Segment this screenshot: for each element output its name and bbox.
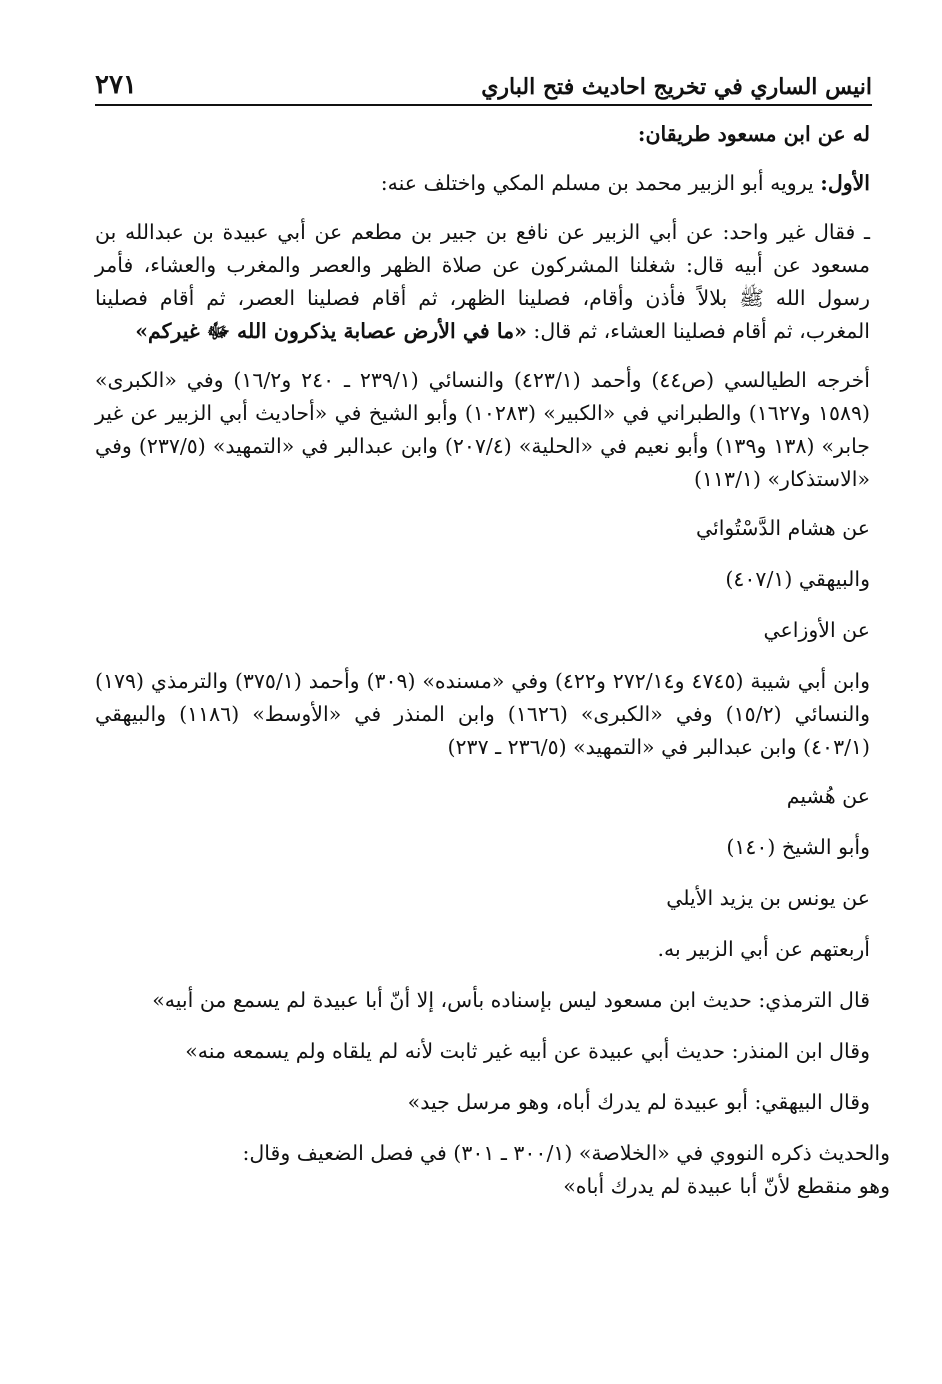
- page-number: ٢٧١: [95, 70, 137, 100]
- nawawi-paragraph: [95, 1137, 890, 1203]
- first-path-text: يرويه أبو الزبير محمد بن مسلم المكي واختلف عنه:: [380, 171, 821, 195]
- intro-line: له عن ابن مسعود طريقان:: [637, 122, 870, 146]
- narrator-yunus: عن يونس بن يزيد الأيلي: [666, 886, 870, 910]
- source-abushaykh: وأبو الشيخ (١٤٠): [726, 835, 870, 859]
- quote-ibn-mundhir: وقال ابن المنذر: حديث أبي عبيدة عن أبيه غير ثابت لأنه لم يلقاه ولم يسمعه منه»: [185, 1039, 870, 1063]
- hadith-paragraph: [95, 216, 870, 348]
- quote-bayhaqi: وقال البيهقي: أبو عبيدة لم يدرك أباه، وهو مرسل جيد»: [407, 1090, 870, 1114]
- first-path-label: الأول:: [820, 171, 870, 195]
- narrator-hushaym: عن هُشيم: [786, 784, 870, 808]
- narrator-hisham: عن هشام الدَّسْتُوائي: [695, 516, 870, 540]
- takhrij-paragraph-2: وابن أبي شيبة (٤٧٤٥ و٢٧٢/١٤ و٤٢٢) وفي «مسنده» (٣٠٩) وأحمد (٣٧٥/١) والترمذي (١٧٩) والنسائي (١٥/٢) وفي «الكبرى» (١٦٢٦) وابن المنذر في «الأوسط» (١١٨٦) والبيهقي (٤٠٣/١) وابن عبدالبر في «التمهيد» (٢٣٦/٥ ـ ٢٣٧): [95, 669, 870, 759]
- first-path: [95, 167, 870, 200]
- source-bayhaqi-1: والبيهقي (٤٠٧/١): [725, 567, 870, 591]
- hadith-text: ـ فقال غير واحد: عن أبي الزبير عن نافع بن جبير بن مطعم عن أبي عبيدة بن عبدالله بن مسعود عن أبيه قال: شغلنا المشركون عن صلاة الظهر والعصر والمغرب والعشاء، فأمر رسول الله ﷺ بلالاً فأذن وأقام، فصلينا الظهر، ثم أقام فصلينا العصر، ثم أقام فصلينا المغرب، ثم أقام فصلينا العشاء، ثم قال:: [95, 220, 870, 343]
- page-body: [95, 118, 890, 1203]
- nawawi-line-2: وهو منقطع لأنّ أبا عبيدة لم يدرك أباه»: [563, 1174, 890, 1198]
- narrator-awzai: عن الأوزاعي: [763, 618, 870, 642]
- takhrij-paragraph-1: أخرجه الطيالسي (ص٤٤) وأحمد (٤٢٣/١) والنسائي (٢٣٩/١ ـ ٢٤٠ و١٦/٢) وفي «الكبرى» (١٥٨٩ و١٦٢٧) والطبراني في «الكبير» (١٠٢٨٣) وأبو الشيخ في «أحاديث أبي الزبير عن غير جابر» (١٣٨ و١٣٩) وأبو نعيم في «الحلية» (٢٠٧/٤) وابن عبدالبر في «التمهيد» (٢٣٧/٥) وفي «الاستذكار» (١١٣/١): [95, 368, 870, 491]
- running-header: [95, 58, 872, 106]
- summary-line: أربعتهم عن أبي الزبير به.: [657, 937, 870, 961]
- nawawi-line-1: والحديث ذكره النووي في «الخلاصة» (٣٠٠/١ ـ ٣٠١) في فصل الضعيف وقال:: [242, 1141, 890, 1165]
- quote-tirmidhi: قال الترمذي: حديث ابن مسعود ليس بإسناده بأس، إلا أنّ أبا عبيدة لم يسمع من أبيه»: [152, 988, 870, 1012]
- hadith-quote: «ما في الأرض عصابة يذكرون الله ﷻ غيركم»: [135, 319, 527, 343]
- book-title: انيس الساري في تخريج احاديث فتح الباري: [481, 74, 872, 100]
